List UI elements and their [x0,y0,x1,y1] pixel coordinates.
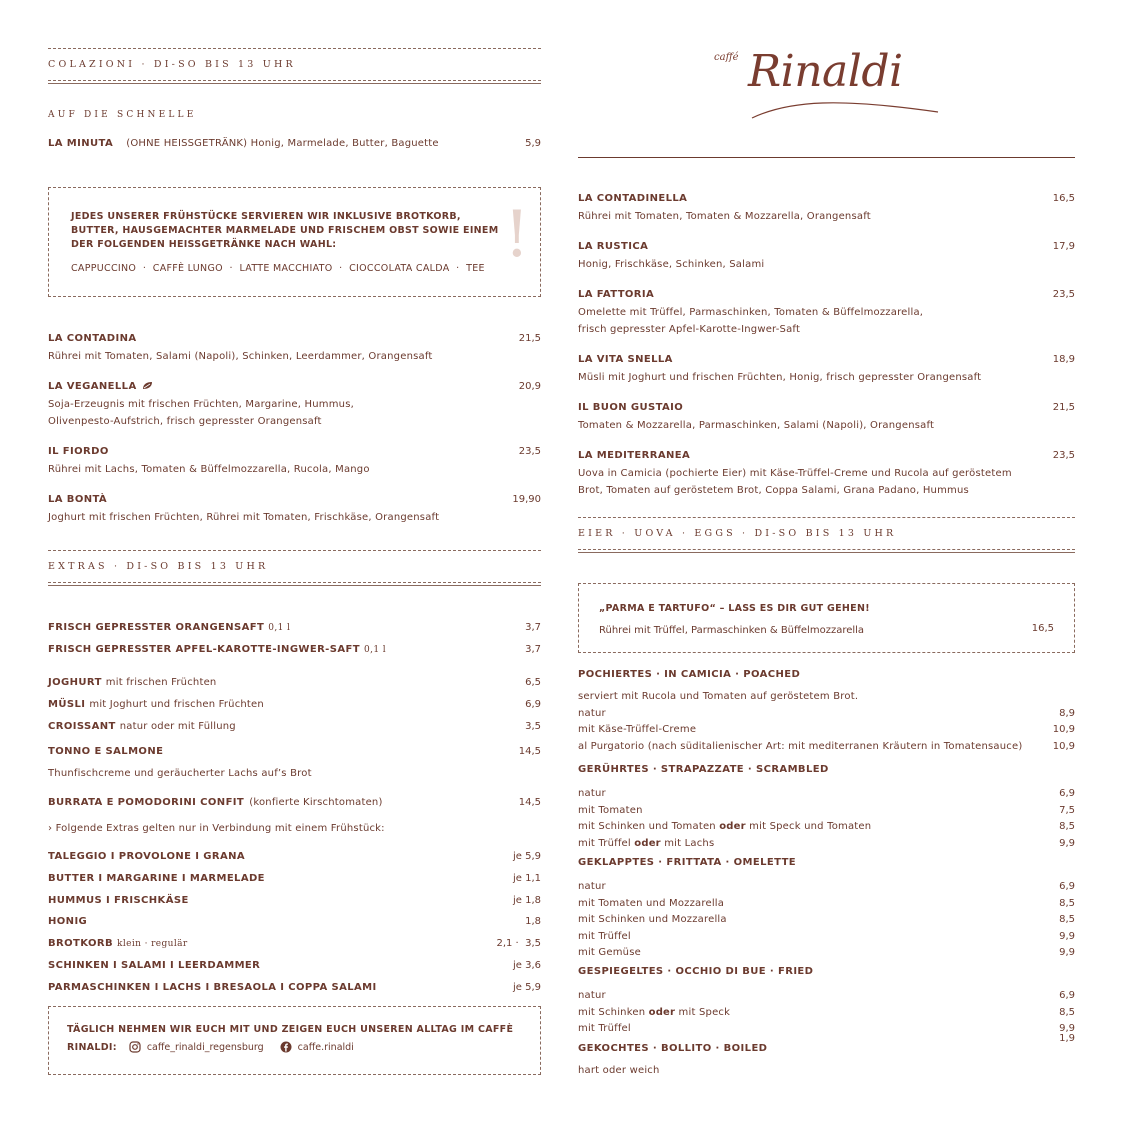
item-price: 3,7 [525,622,541,633]
item-price: 6,9 [525,699,541,710]
item-price: 23,5 [518,446,541,457]
instagram-icon [129,1041,141,1053]
item-price: 18,9 [1052,354,1075,365]
breakfast-list-right [578,186,1075,508]
item-desc: Omelette mit Trüffel, Parmaschinken, Tomaten & Büffelmozzarella, frisch gepresster Apfel-Karotte-Ingwer-Saft [578,307,924,335]
option-text [578,821,871,832]
item-name: MÜSLI [48,699,86,710]
logo-small: caffé [714,52,739,63]
menu-item [48,909,541,931]
egg-option [578,708,1075,725]
egg-option [578,1007,1075,1024]
item-name: CROISSANT [48,721,116,732]
option-price: 1,9 [1059,1033,1075,1044]
menu-item [578,395,1075,417]
egg-option [578,724,1075,741]
extras-group3 [48,844,541,997]
eggs-scrambled [578,764,1075,854]
egg-option [578,947,1075,964]
egg-section-title: GEKOCHTES · BOLLITO · BOILED [578,1043,768,1054]
option-price: 8,5 [1059,914,1075,925]
egg-option [578,805,1075,822]
option-price: 10,9 [1052,724,1075,735]
menu-item [578,186,1075,208]
option-text: mit Schinken und Mozzarella [578,914,727,925]
menu-item [48,670,541,692]
facebook-handle[interactable]: caffe.rinaldi [297,1041,354,1053]
social-label: RINALDI: [67,1041,117,1053]
option-text: natur [578,788,606,799]
option-price: 9,9 [1059,930,1075,942]
egg-section-title: GESPIEGELTES · OCCHIO DI BUE · FRIED [578,966,814,977]
extras-header: EXTRAS · DI-SO BIS 13 UHR [48,561,269,572]
option-text-pre: mit Trüffel [578,837,635,849]
item-price: 21,5 [1052,402,1075,413]
item-name: FRISCH GEPRESSTER APFEL-KAROTTE-INGWER-SAFT [48,644,360,655]
item-name: IL FIORDO [48,446,109,457]
item-price: 19,90 [512,494,541,505]
social-box [48,1006,541,1075]
option-price: 6,9 [1059,881,1075,892]
egg-option [578,990,1075,1007]
eggs-omelette [578,857,1075,964]
leaf-icon [142,375,153,394]
item-name: LA VITA SNELLA [578,354,673,365]
exclamation-mark: ! [504,198,530,272]
egg-option [578,838,1075,855]
item-desc: Uova in Camicia (pochierte Eier) mit Käse-Trüffel-Creme und Rucola auf geröstetem Brot, Tomaten auf geröstetem Brot, Coppa Salami, Grana Padano, Hummus [578,468,1012,496]
item-name: TONNO E SALMONE [48,746,164,757]
special-price: 16,5 [1031,623,1054,634]
menu-item [578,443,1075,465]
option-text [578,838,714,849]
menu-item [48,637,541,659]
eier-header: EIER · UOVA · EGGS · DI-SO BIS 13 UHR [578,528,897,539]
item-name: LA CONTADINA [48,333,137,344]
option-text: natur [578,990,606,1001]
item-name: BROTKORB [48,938,113,950]
item-name: LA FATTORIA [578,289,655,300]
egg-desc: hart oder weich [578,1065,660,1076]
social-text: TÄGLICH NEHMEN WIR EUCH MIT UND ZEIGEN EUCH UNSEREN ALLTAG IM CAFFÈ [67,1024,514,1035]
item-name: PARMASCHINKEN I LACHS I BRESAOLA I COPPA SALAMI [48,981,377,993]
menu-item [48,866,541,888]
item-size: 0,1 l [363,645,386,655]
item-desc: Rührei mit Lachs, Tomaten & Büffelmozzarella, Rucola, Mango [48,464,370,475]
section-divider [48,48,541,49]
menu-item-tonno [48,746,541,757]
item-price: 23,5 [1052,450,1075,461]
item-price: 16,5 [1052,193,1075,204]
menu-item [48,439,541,461]
option-text: mit Gemüse [578,947,641,958]
notice-text: JEDES UNSERER FRÜHSTÜCKE SERVIEREN WIR INKLUSIVE BROTKORB, BUTTER, HAUSGEMACHTER MARMELADE UND FRISCHEM OBST SOWIE EINEM DER FOLGENDEN HEISSGETRÄNKE NACH WAHL: [71,211,499,250]
egg-intro: serviert mit Rucola und Tomaten auf geröstetem Brot. [578,691,859,702]
item-price: 2,1 · 3,5 [496,938,541,950]
option-price: 8,5 [1059,821,1075,832]
item-desc: (konfierte Kirschtomaten) [249,797,383,808]
item-name: FRISCH GEPRESSTER ORANGENSAFT [48,622,265,633]
section-divider [48,550,541,551]
option-text-post: mit Lachs [660,837,715,849]
special-box [578,583,1075,653]
option-price: 8,5 [1059,897,1075,909]
section-divider [48,582,541,586]
menu-item [48,692,541,714]
egg-option [578,1023,1075,1040]
menu-item-burrata [48,790,541,809]
section-divider [578,517,1075,518]
option-text: mit Trüffel [578,1023,631,1034]
option-price: 9,9 [1059,947,1075,958]
item-sub: klein · regulär [116,939,188,950]
item-price: 3,5 [525,721,541,732]
eggs-poached [578,669,1075,757]
item-name: LA RUSTICA [578,241,649,252]
header-rule [578,157,1075,158]
special-desc: Rührei mit Trüffel, Parmaschinken & Büffelmozzarella [599,625,865,636]
egg-option [578,914,1075,931]
option-text-pre: mit Schinken und Tomaten [578,821,720,832]
option-text-post: mit Speck [675,1006,731,1018]
quick-subheader: AUF DIE SCHNELLE [48,110,197,120]
option-price: 6,9 [1059,788,1075,799]
option-text: mit Trüffel [578,930,631,942]
menu-item-la-minuta [48,131,541,150]
item-desc: Tomaten & Mozzarella, Parmaschinken, Salami (Napoli), Orangensaft [578,420,935,431]
item-name: LA MEDITERRANEA [578,450,691,461]
logo-main: Rinaldi [748,46,903,97]
logo [710,40,950,130]
instagram-handle[interactable]: caffe_rinaldi_regensburg [146,1041,264,1053]
option-price: 7,5 [1059,804,1075,816]
item-price: 6,5 [525,677,541,688]
item-desc: (OHNE HEISSGETRÄNK) Honig, Marmelade, Butter, Baguette [126,138,439,149]
item-price: je 3,6 [512,959,541,971]
item-price: 3,7 [525,644,541,655]
menu-item [578,282,1075,304]
item-name: LA CONTADINELLA [578,193,688,204]
option-price: 6,9 [1059,990,1075,1001]
option-price: 9,9 [1059,837,1075,849]
item-desc: Honig, Frischkäse, Schinken, Salami [578,259,765,270]
option-price: 9,9 [1059,1023,1075,1034]
menu-item [578,234,1075,256]
colazioni-header: COLAZIONI · DI-SO BIS 13 UHR [48,59,296,70]
option-text: mit Tomaten und Mozzarella [578,897,725,909]
eggs-boiled [578,1033,1075,1076]
item-price: 1,8 [525,916,541,928]
item-desc: Rührei mit Tomaten, Salami (Napoli), Schinken, Leerdammer, Orangensaft [48,351,433,362]
menu-item [48,888,541,910]
option-text-or: oder [634,837,661,849]
menu-item [48,714,541,736]
option-text-pre: mit Schinken [578,1006,649,1018]
breakfast-list-left [48,326,541,535]
egg-option [578,898,1075,915]
option-text [578,1007,730,1018]
menu-item [48,487,541,509]
menu-item [48,615,541,637]
egg-section-title: POCHIERTES · IN CAMICIA · POACHED [578,669,801,680]
menu-item [48,931,541,953]
option-text-post: mit Speck und Tomaten [745,821,872,832]
item-name: LA BONTÀ [48,494,108,505]
item-desc: Müsli mit Joghurt und frischen Früchten, Honig, frisch gepresster Orangensaft [578,372,982,383]
eggs-fried [578,966,1075,1040]
item-desc: Rührei mit Tomaten, Tomaten & Mozzarella, Orangensaft [578,211,871,222]
option-text: natur [578,881,606,892]
item-desc: mit frischen Früchten [105,677,217,688]
item-price: 14,5 [518,746,541,757]
item-price: 17,9 [1052,241,1075,252]
item-price: 20,9 [518,381,541,392]
item-price: je 5,9 [512,981,541,993]
item-name: LA VEGANELLA [48,381,137,392]
section-divider [578,549,1075,553]
item-name: LA MINUTA [48,138,114,149]
item-desc: Thunfischcreme und geräucherter Lachs auf’s Brot [48,768,312,779]
egg-section-title: GEKLAPPTES · FRITTATA · OMELETTE [578,857,797,868]
breakfast-notice-box [48,187,541,297]
section-divider [48,80,541,84]
menu-item [48,953,541,975]
item-desc: Joghurt mit frischen Früchten, Rührei mit Tomaten, Frischkäse, Orangensaft [48,512,440,523]
item-name: HUMMUS I FRISCHKÄSE [48,894,189,906]
item-price: je 1,1 [512,872,541,884]
extras-group2 [48,670,541,736]
menu-item [48,844,541,866]
notice-drinks: CAPPUCCINO · CAFFÈ LUNGO · LATTE MACCHIATO · CIOCCOLATA CALDA · TEE [71,263,485,274]
menu-item [578,347,1075,369]
item-name: BUTTER I MARGARINE I MARMELADE [48,872,265,884]
item-name: TALEGGIO I PROVOLONE I GRANA [48,851,245,862]
option-text-or: oder [719,821,746,832]
option-text: al Purgatorio (nach süditalienischer Art: mit mediterranen Kräutern in Tomatensauce) [578,740,1023,752]
item-name: HONIG [48,916,88,928]
option-price: 8,9 [1059,707,1075,719]
option-text: mit Käse-Trüffel-Creme [578,724,697,735]
item-name: SCHINKEN I SALAMI I LEERDAMMER [48,959,261,971]
egg-boiled-row [578,1033,1075,1054]
item-size: 0,1 l [268,623,291,633]
extras-juices [48,615,541,659]
item-price: je 1,8 [512,894,541,906]
egg-section-title: GERÜHRTES · STRAPAZZATE · SCRAMBLED [578,764,829,775]
item-desc: natur oder mit Füllung [119,721,236,732]
option-text: natur [578,707,606,719]
item-price: 21,5 [518,333,541,344]
item-price: 23,5 [1052,289,1075,300]
item-price: je 5,9 [512,851,541,862]
option-text-or: oder [648,1006,676,1018]
item-price: 5,9 [525,138,541,149]
egg-option [578,741,1075,758]
option-price: 10,9 [1052,740,1075,752]
item-name: JOGHURT [48,677,102,688]
item-desc: Soja-Erzeugnis mit frischen Früchten, Margarine, Hummus, Olivenpesto-Aufstrich, frisch gepresster Orangensaft [48,399,354,427]
extras-note: › Folgende Extras gelten nur in Verbindung mit einem Frühstück: [48,823,385,834]
item-name: IL BUON GUSTAIO [578,402,684,413]
item-name: BURRATA E POMODORINI CONFIT [48,797,245,808]
menu-item [48,374,541,396]
egg-option [578,931,1075,948]
egg-option [578,821,1075,838]
facebook-icon [280,1041,292,1053]
option-text: mit Tomaten [578,804,643,816]
menu-item [48,975,541,997]
egg-option [578,788,1075,805]
menu-item [48,326,541,348]
egg-option [578,881,1075,898]
item-price: 14,5 [518,797,541,808]
option-price: 8,5 [1059,1006,1075,1018]
special-title: „PARMA E TARTUFO“ – LASS ES DIR GUT GEHEN! [599,603,870,614]
item-desc: mit Joghurt und frischen Früchten [89,699,264,710]
